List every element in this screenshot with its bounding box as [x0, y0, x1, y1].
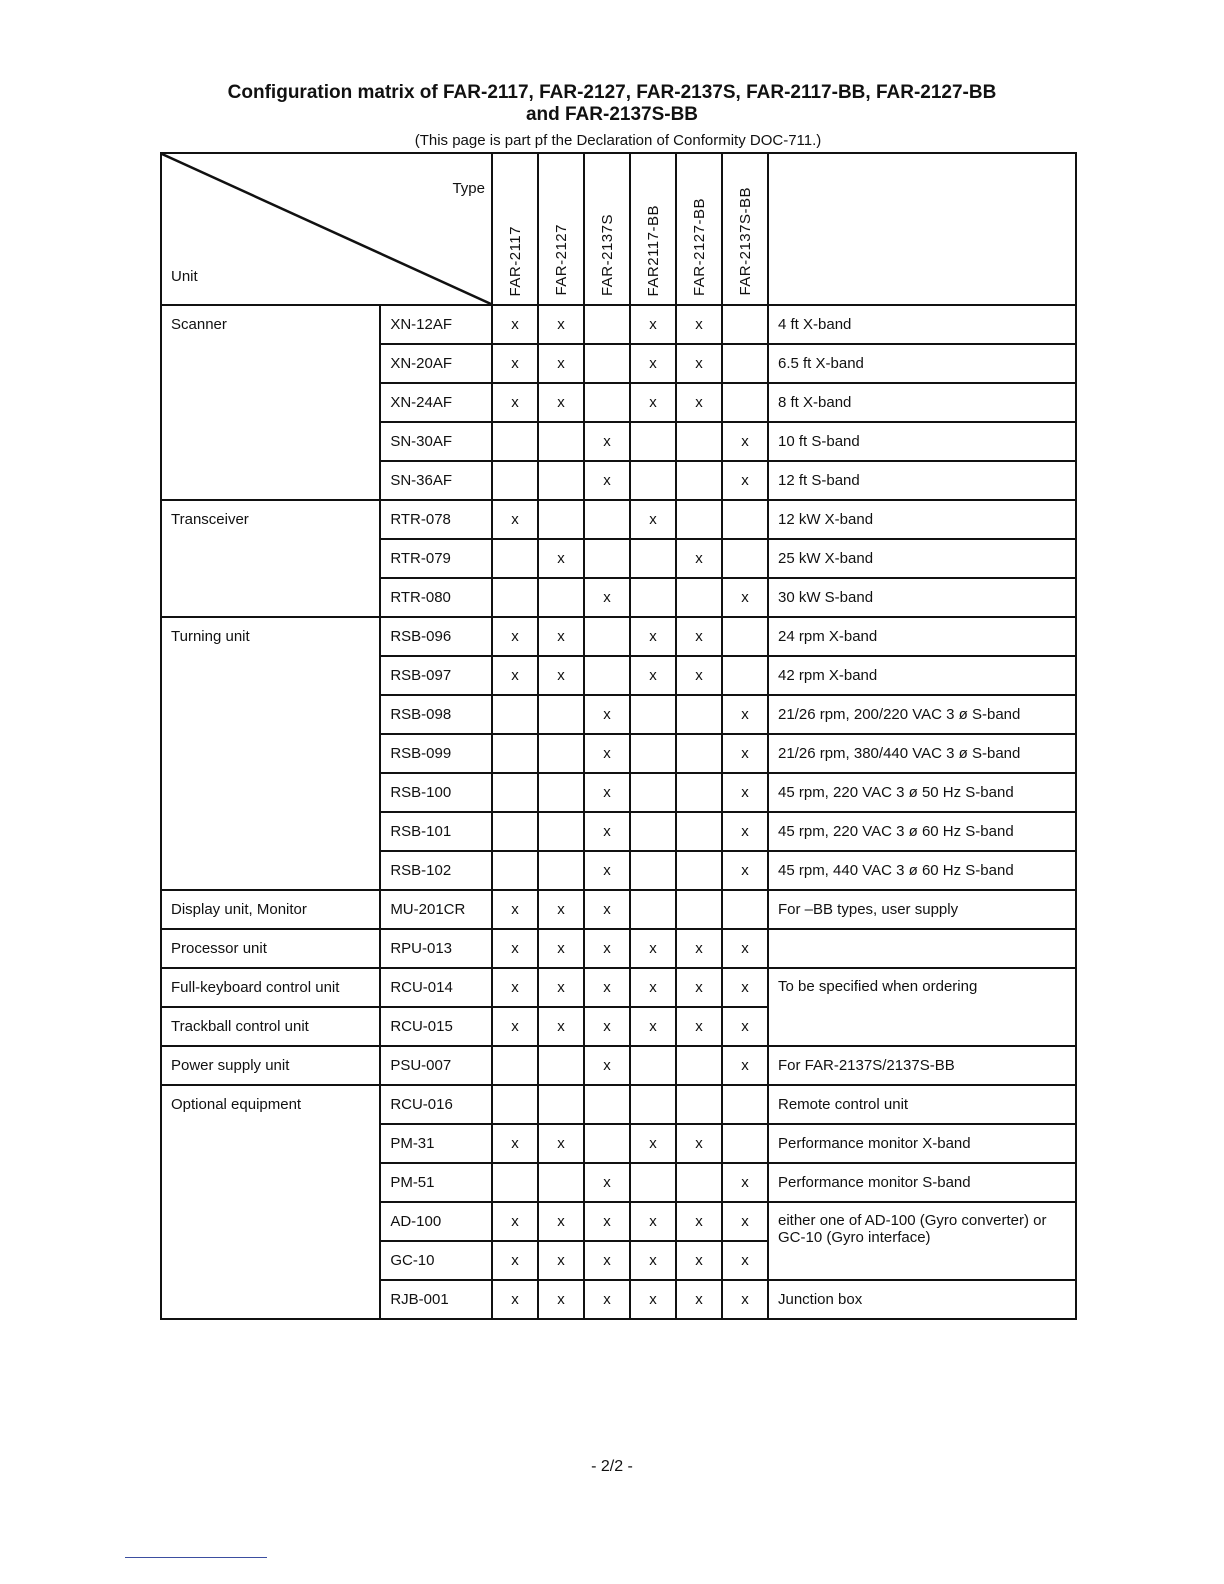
mark-cell: x: [492, 968, 538, 1007]
mark-cell: x: [722, 968, 768, 1007]
model-number: RSB-097: [380, 656, 492, 695]
model-number: SN-36AF: [380, 461, 492, 500]
model-number: MU-201CR: [380, 890, 492, 929]
subtitle: (This page is part pf the Declaration of Conformity DOC-711.): [414, 132, 822, 149]
mark-cell: x: [630, 617, 676, 656]
column-header: [538, 153, 584, 305]
note: 45 rpm, 220 VAC 3 ø 60 Hz S-band: [768, 812, 1076, 851]
mark-cell: [676, 461, 722, 500]
mark-cell: x: [584, 1280, 630, 1319]
mark-cell: x: [584, 695, 630, 734]
unit-name: Optional equipment: [161, 1085, 380, 1319]
mark-cell: [492, 734, 538, 773]
mark-cell: [676, 500, 722, 539]
note: To be specified when ordering: [768, 968, 1076, 1046]
mark-cell: [492, 695, 538, 734]
model-number: GC-10: [380, 1241, 492, 1280]
table-row: [161, 617, 1076, 656]
mark-cell: x: [676, 929, 722, 968]
mark-cell: [630, 695, 676, 734]
mark-cell: [722, 1085, 768, 1124]
mark-cell: x: [630, 1124, 676, 1163]
mark-cell: x: [492, 344, 538, 383]
mark-cell: [538, 500, 584, 539]
mark-cell: x: [492, 305, 538, 344]
mark-cell: x: [630, 305, 676, 344]
mark-cell: [492, 773, 538, 812]
mark-cell: x: [676, 305, 722, 344]
mark-cell: [722, 617, 768, 656]
header-row: [161, 153, 1076, 305]
configuration-matrix: [160, 152, 1077, 1320]
model-number: XN-24AF: [380, 383, 492, 422]
mark-cell: [722, 383, 768, 422]
column-header-label: FAR-2127-BB: [690, 197, 708, 296]
mark-cell: x: [584, 851, 630, 890]
model-number: RSB-101: [380, 812, 492, 851]
note: 30 kW S-band: [768, 578, 1076, 617]
column-header: [676, 153, 722, 305]
unit-name: Full-keyboard control unit: [161, 968, 380, 1007]
mark-cell: [584, 383, 630, 422]
mark-cell: [676, 578, 722, 617]
mark-cell: x: [538, 1241, 584, 1280]
column-header-label: FAR-2117: [506, 225, 524, 296]
column-header: [722, 153, 768, 305]
column-header-label: FAR-2137S-BB: [736, 187, 754, 296]
mark-cell: [630, 851, 676, 890]
mark-cell: [722, 500, 768, 539]
unit-name: Trackball control unit: [161, 1007, 380, 1046]
mark-cell: x: [722, 695, 768, 734]
model-number: XN-12AF: [380, 305, 492, 344]
mark-cell: x: [630, 1241, 676, 1280]
mark-cell: x: [630, 344, 676, 383]
mark-cell: x: [722, 929, 768, 968]
unit-name: Turning unit: [161, 617, 380, 890]
mark-cell: x: [492, 500, 538, 539]
document-title: Configuration matrix of FAR-2117, FAR-2127, FAR-2137S, FAR-2117-BB, FAR-2127-BB and FAR-2137S-BB: [227, 82, 997, 125]
mark-cell: x: [492, 1007, 538, 1046]
table-row: [161, 305, 1076, 344]
column-header-label: FAR-2137S: [598, 213, 616, 296]
model-number: PSU-007: [380, 1046, 492, 1085]
table-row: [161, 500, 1076, 539]
mark-cell: x: [538, 890, 584, 929]
mark-cell: [584, 656, 630, 695]
model-number: RTR-080: [380, 578, 492, 617]
note: 24 rpm X-band: [768, 617, 1076, 656]
mark-cell: x: [676, 968, 722, 1007]
mark-cell: [630, 539, 676, 578]
mark-cell: x: [538, 1124, 584, 1163]
mark-cell: x: [630, 1202, 676, 1241]
mark-cell: [538, 422, 584, 461]
note: either one of AD-100 (Gyro converter) or GC-10 (Gyro interface): [768, 1202, 1076, 1280]
mark-cell: x: [492, 1241, 538, 1280]
mark-cell: [630, 578, 676, 617]
mark-cell: [676, 1085, 722, 1124]
mark-cell: [538, 578, 584, 617]
note: 45 rpm, 220 VAC 3 ø 50 Hz S-band: [768, 773, 1076, 812]
mark-cell: x: [722, 1241, 768, 1280]
mark-cell: x: [584, 1007, 630, 1046]
mark-cell: [676, 695, 722, 734]
mark-cell: x: [722, 773, 768, 812]
mark-cell: x: [676, 344, 722, 383]
mark-cell: [630, 890, 676, 929]
column-header: [492, 153, 538, 305]
mark-cell: x: [676, 617, 722, 656]
mark-cell: x: [630, 1007, 676, 1046]
model-number: RSB-102: [380, 851, 492, 890]
model-number: PM-31: [380, 1124, 492, 1163]
mark-cell: [538, 812, 584, 851]
mark-cell: [584, 1085, 630, 1124]
mark-cell: x: [538, 1202, 584, 1241]
mark-cell: [492, 539, 538, 578]
column-header: [584, 153, 630, 305]
type-label: Type: [452, 180, 485, 197]
mark-cell: [722, 539, 768, 578]
mark-cell: [676, 812, 722, 851]
mark-cell: [676, 851, 722, 890]
note: 4 ft X-band: [768, 305, 1076, 344]
mark-cell: x: [492, 1124, 538, 1163]
mark-cell: x: [722, 578, 768, 617]
mark-cell: [538, 773, 584, 812]
mark-cell: [676, 773, 722, 812]
notes-header: [768, 153, 1076, 305]
model-number: RCU-014: [380, 968, 492, 1007]
model-number: RSB-098: [380, 695, 492, 734]
model-number: RTR-079: [380, 539, 492, 578]
mark-cell: [676, 890, 722, 929]
note: For –BB types, user supply: [768, 890, 1076, 929]
mark-cell: [676, 1046, 722, 1085]
mark-cell: x: [538, 344, 584, 383]
mark-cell: x: [676, 539, 722, 578]
mark-cell: x: [492, 656, 538, 695]
mark-cell: x: [538, 617, 584, 656]
mark-cell: [584, 539, 630, 578]
footnote-rule: [125, 1557, 267, 1558]
mark-cell: [630, 773, 676, 812]
note: Performance monitor S-band: [768, 1163, 1076, 1202]
mark-cell: [630, 812, 676, 851]
mark-cell: [630, 1046, 676, 1085]
mark-cell: x: [538, 1280, 584, 1319]
mark-cell: x: [584, 422, 630, 461]
model-number: RPU-013: [380, 929, 492, 968]
mark-cell: [492, 422, 538, 461]
model-number: RJB-001: [380, 1280, 492, 1319]
model-number: RCU-015: [380, 1007, 492, 1046]
mark-cell: [676, 422, 722, 461]
mark-cell: x: [676, 1202, 722, 1241]
mark-cell: x: [584, 1046, 630, 1085]
mark-cell: [538, 1085, 584, 1124]
note: 21/26 rpm, 200/220 VAC 3 ø S-band: [768, 695, 1076, 734]
note: 6.5 ft X-band: [768, 344, 1076, 383]
note: 12 kW X-band: [768, 500, 1076, 539]
mark-cell: x: [492, 890, 538, 929]
mark-cell: x: [722, 1202, 768, 1241]
mark-cell: [630, 1085, 676, 1124]
column-header: [630, 153, 676, 305]
mark-cell: x: [584, 1241, 630, 1280]
mark-cell: [538, 734, 584, 773]
mark-cell: [630, 461, 676, 500]
mark-cell: x: [538, 656, 584, 695]
mark-cell: x: [584, 578, 630, 617]
unit-name: Transceiver: [161, 500, 380, 617]
mark-cell: x: [722, 461, 768, 500]
mark-cell: x: [722, 1163, 768, 1202]
note: Remote control unit: [768, 1085, 1076, 1124]
note: 25 kW X-band: [768, 539, 1076, 578]
model-number: XN-20AF: [380, 344, 492, 383]
diagonal-line: [162, 154, 491, 304]
unit-name: Scanner: [161, 305, 380, 500]
mark-cell: x: [676, 1241, 722, 1280]
note: [768, 929, 1076, 968]
note: 42 rpm X-band: [768, 656, 1076, 695]
mark-cell: x: [722, 812, 768, 851]
note: 10 ft S-band: [768, 422, 1076, 461]
mark-cell: [538, 851, 584, 890]
table-row: [161, 929, 1076, 968]
note: 12 ft S-band: [768, 461, 1076, 500]
mark-cell: x: [676, 1280, 722, 1319]
mark-cell: [630, 734, 676, 773]
note: Junction box: [768, 1280, 1076, 1319]
table-row: [161, 968, 1076, 1007]
mark-cell: x: [538, 929, 584, 968]
mark-cell: x: [584, 734, 630, 773]
mark-cell: x: [722, 851, 768, 890]
mark-cell: x: [722, 1280, 768, 1319]
column-header-label: FAR2117-BB: [644, 204, 662, 296]
model-number: RSB-096: [380, 617, 492, 656]
mark-cell: [584, 500, 630, 539]
table-row: [161, 890, 1076, 929]
mark-cell: [538, 461, 584, 500]
mark-cell: x: [676, 383, 722, 422]
mark-cell: [676, 1163, 722, 1202]
mark-cell: [584, 617, 630, 656]
mark-cell: [492, 1163, 538, 1202]
mark-cell: x: [492, 383, 538, 422]
page-number: - 2/2 -: [591, 1458, 633, 1475]
mark-cell: [676, 734, 722, 773]
mark-cell: x: [584, 461, 630, 500]
mark-cell: x: [584, 812, 630, 851]
mark-cell: x: [584, 968, 630, 1007]
unit-name: Processor unit: [161, 929, 380, 968]
note: For FAR-2137S/2137S-BB: [768, 1046, 1076, 1085]
mark-cell: x: [676, 656, 722, 695]
mark-cell: x: [492, 1202, 538, 1241]
mark-cell: x: [630, 929, 676, 968]
unit-name: Display unit, Monitor: [161, 890, 380, 929]
note: 21/26 rpm, 380/440 VAC 3 ø S-band: [768, 734, 1076, 773]
mark-cell: x: [630, 656, 676, 695]
mark-cell: x: [722, 422, 768, 461]
mark-cell: [630, 422, 676, 461]
mark-cell: x: [538, 539, 584, 578]
mark-cell: x: [492, 1280, 538, 1319]
mark-cell: [492, 461, 538, 500]
table-row: [161, 1085, 1076, 1124]
mark-cell: x: [492, 617, 538, 656]
model-number: SN-30AF: [380, 422, 492, 461]
model-number: AD-100: [380, 1202, 492, 1241]
mark-cell: x: [584, 890, 630, 929]
mark-cell: x: [538, 305, 584, 344]
mark-cell: [492, 578, 538, 617]
model-number: RSB-099: [380, 734, 492, 773]
mark-cell: [538, 695, 584, 734]
mark-cell: [584, 344, 630, 383]
unit-label: Unit: [171, 268, 198, 285]
model-number: RTR-078: [380, 500, 492, 539]
mark-cell: [584, 305, 630, 344]
mark-cell: x: [492, 929, 538, 968]
mark-cell: x: [584, 773, 630, 812]
model-number: PM-51: [380, 1163, 492, 1202]
mark-cell: [722, 656, 768, 695]
mark-cell: x: [584, 1163, 630, 1202]
mark-cell: [538, 1163, 584, 1202]
mark-cell: x: [676, 1124, 722, 1163]
note: 8 ft X-band: [768, 383, 1076, 422]
column-header-label: FAR-2127: [552, 224, 570, 296]
mark-cell: x: [630, 1280, 676, 1319]
mark-cell: x: [630, 968, 676, 1007]
note: Performance monitor X-band: [768, 1124, 1076, 1163]
mark-cell: [538, 1046, 584, 1085]
note: 45 rpm, 440 VAC 3 ø 60 Hz S-band: [768, 851, 1076, 890]
mark-cell: x: [676, 1007, 722, 1046]
mark-cell: [492, 1085, 538, 1124]
mark-cell: x: [722, 1046, 768, 1085]
mark-cell: [492, 1046, 538, 1085]
mark-cell: [492, 812, 538, 851]
mark-cell: x: [722, 1007, 768, 1046]
model-number: RCU-016: [380, 1085, 492, 1124]
mark-cell: [722, 344, 768, 383]
mark-cell: [584, 1124, 630, 1163]
mark-cell: [722, 1124, 768, 1163]
mark-cell: x: [538, 968, 584, 1007]
mark-cell: x: [722, 734, 768, 773]
mark-cell: [492, 851, 538, 890]
unit-name: Power supply unit: [161, 1046, 380, 1085]
mark-cell: [722, 305, 768, 344]
table-row: [161, 1046, 1076, 1085]
mark-cell: x: [538, 383, 584, 422]
mark-cell: x: [584, 929, 630, 968]
mark-cell: x: [584, 1202, 630, 1241]
mark-cell: [722, 890, 768, 929]
mark-cell: x: [630, 500, 676, 539]
mark-cell: x: [538, 1007, 584, 1046]
mark-cell: [630, 1163, 676, 1202]
diagonal-header-cell: [161, 153, 492, 305]
mark-cell: x: [630, 383, 676, 422]
model-number: RSB-100: [380, 773, 492, 812]
